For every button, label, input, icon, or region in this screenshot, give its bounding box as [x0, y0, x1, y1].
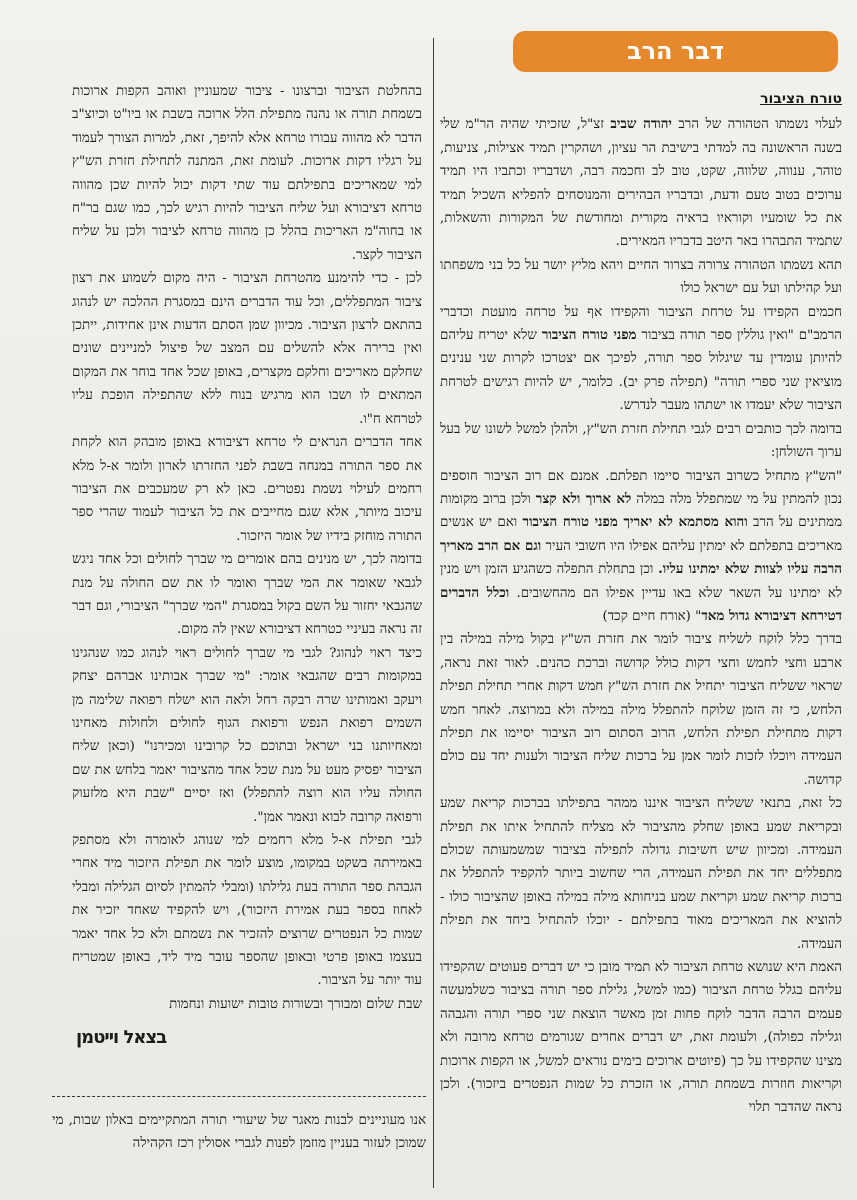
quote-paragraph: "הש"ץ מתחיל כשרוב הציבור סיימו תפלתם. אמנם אם רוב הציבור חוספים נכון להמתין על מי שמתפלל מלה במלה לא ארוך ולא קצר ולכן ברוב מקומות ממתינים על הרב והוא מסתמא לא יאריך מפני טורח הציבור ואם יש אנשים מאריכים בתפלתם לא ימתין עליהם אפילו היו חשובי העיר וגם אם הרב מאריך הרבה עליו לצוות שלא ימתינו עליו. וכן בתחלת התפלה כשהגיע הזמן ויש מנין לא ימתינו על השאר שלא באו עדיין אפילו הם מהחשובים. וכלל הדברים דטירחא דציבורא גדול מאד" (אורח חיים קכד): [440, 468, 843, 624]
paragraph: בדומה לכך כותבים רבים לגבי תחילת חזרת הש"ץ, ולהלן למשל לשונו של בעל ערוך השולחן:: [440, 421, 842, 461]
left-column: [72, 80, 422, 1050]
paragraph: אחד הדברים הנראים לי טרחא דציבורא באופן מובהק הוא לקחת את ספר התורה במנחה בשבת לפני החזרתו לארון ולומר א-ל מלא רחמים לעילוי נשמת נפטרים. כאן לא רק שמעכבים את הציבור עיכוב מיותר, אלא שגם מחייבים את כל הציבור לעמוד שהרי ספר התורה מוחזק בידיו של אומר היזכור.: [72, 435, 422, 544]
right-column: [440, 88, 842, 1120]
paragraph: בדרך כלל לוקח לשליח ציבור לומר את חזרת הש"ץ בקול מילה במילה בין ארבע וחצי לחמש וחצי דקות כולל קדושה וברכת כהנים. לאור זאת נראה, שראוי ששליח הציבור יתחיל את חזרת הש"ץ חמש דקות אחרי תחילת תפילת הלחש, כי זה הזמן שלוקח להתפלל מילה במילה ולא במרוצה. לאחר חמש דקות מתחילת תפילת הלחש, הרוב הסתום רוב הציבור יסיימו את תפילת העמידה ויוכלו לזכות לומר אמן על ברכות שליח הציבור ולענות יחד עם כולם קדושה.: [440, 632, 842, 788]
article-subtitle: טורח הציבור: [760, 91, 842, 107]
column-divider: [433, 38, 434, 1188]
section-title-badge: דבר הרב: [513, 31, 838, 72]
author-signature: בצאל וייטמן: [76, 1027, 167, 1049]
paragraph: כיצד ראוי לנהוג? לגבי מי שברך לחולים ראוי לנהוג כמו שנהגינו במקומות רבים שהגבאי אומר: "מי שברך אבותינו אברהם יצחק ויעקב ואמותינו שרה רבקה רחל ולאה הוא ישלח רפואה שלימה מן השמים רפואת הנפש ורפואת הגוף לחולים ולחולות מאחינו ומאחיותנו בני ישראל ובתוכם כל קרובינו ומכירנו" (וכאן שליח הציבור יפסיק מעט על מנת שכל אחד מהציבור יאמר בלחש את שם החולה עליו הוא רוצה להתפלל) ואז יסיים "שבת היא מלזעוק ורפואה קרובה לבוא ונאמר אמן".: [72, 645, 422, 825]
paragraph: בדומה לכך, יש מנינים בהם אומרים מי שברך לחולים וכל אחד ניגש לגבאי שאומר את המי שברך ואומר לו את שם החולה על מנת שהגבאי יחזור על השם בקול במסגרת "המי שברך" הציבורי, וגם דבר זה נראה בעיניי כטרחא דציבורא שאין לה מקום.: [72, 552, 422, 638]
paragraph: לגבי תפילת א-ל מלא רחמים למי שנוהג לאומרה ולא מסתפק באמירתה בשקט במקומו, מוצע לומר את תפילת היזכור מיד אחרי הגבהת ספר התורה בעת גלילתו (ומבלי להמתין לסיום הגלילה ומבלי לאחוז בספר בעת אמירת היזכור), ויש להקפיד שאחד יזכיר את שמות כל הנפטרים שרוצים להזכיר את נשמתם ולא כל אחד יאמר בעצמו באופן פרטי ובאופן שהספר עובר מיד ליד, באופן שמטריח עוד יותר על הציבור.: [72, 833, 422, 989]
closing-line: שבת שלום ומבורך ובשורות טובות ישועות ונחמות: [169, 996, 422, 1012]
paragraph: חכמים הקפידו על טרחת הציבור והקפידו אף על טרחה מועטת וכדברי הרמב"ם "ואין גוללין ספר תורה בציבור מפני טורח הציבור שלא יטריח עליהם להיותן עומדין עד שיגלול ספר תורה, לפיכך אם יצטרכו לקרות שני ענינים מוציאין שני ספרי תורה" (תפילה פרק יב). כלומר, יש להיות רגישים לטרחת הציבור שלא יעמדו או ישתהו מעבר לנדרש.: [440, 304, 842, 414]
paragraph: בהחלטת הציבור וברצונו - ציבור שמעוניין ואוהב הקפות ארוכות בשמחת תורה או נהנה מתפילת הלל ארוכה בשבת או ביו"ט וכיוצ"ב הדבר לא מהווה עבורו טרחא אלא להיפך, זאת, למרות הצורך לעמוד על רגליו דקות ארוכות. לעומת זאת, המתנה לתחילת חזרת הש"ץ למי שמאריכים בתפילתם עוד שתי דקות יכול להיות שכן מהווה טרחא דציבורא ועל שליח הציבור להיות רגיש לכך, כמו שגם בר"ח או בחוה"מ האריכות בהלל כן מהווה טרחא לציבור ולכן על שליח הציבור לקצר.: [72, 84, 422, 263]
paragraph: כל זאת, בתנאי ששליח הציבור איננו ממהר בתפילתו בברכות קריאת שמע ובקריאת שמע באופן שחלק מהציבור לא מצליח להתחיל איתו את תפילת העמידה. ומכיוון שיש חשיבות גדולה לתפילה בציבור שמשמעותה שכולם מתפללים יחד את תפילת העמידה, הרי שחשוב ביותר להקפיד להתפלל את ברכות קריאת שמע וקריאת שמע בניחותא מילה במילה באופן שהציבור כולו - להוציא את המאריכים מאוד בתפילתם - יוכלו להתחיל ביחד את תפילת העמידה.: [440, 796, 842, 952]
paragraph: לעלוי נשמתו הטהורה של הרב יהודה שביב זצ"ל, שזכיתי שהיה הר"מ שלי בשנה הראשונה בה למדתי בישיבת הר עציון, ושהקרין תמיד אצילות, צניעות, טוהר, ענווה, שלווה, שקט, טוב לב וחכמה רבה, ושדבריו וכתביו היו תמיד ערוכים בטוב טעם ודעת, ובדבריו הבהירים והמנוסחים להפליא השכיל תמיד את כל שומעיו וקוראיו בראיה מקורית ומחודשת של המקורות והשאלות, שתמיד התבהרו באר היטב בדבריו המאירים.: [440, 116, 843, 250]
community-notice: אנו מעוניינים לבנות מאגר של שיעורי תורה המתקיימים באלון שבות, מי שמוכן לעזור בעניין מוזמן לפנות לגברי אסולין רכז הקהילה: [52, 1096, 426, 1156]
paragraph: תהא נשמתו הטהורה צרורה בצרור החיים ויהא מליץ יושר על כל בני משפחתו ועל קהילתו ועל עם ישראל כולו: [440, 257, 842, 297]
paragraph: לכן - כדי להימנע מהטרחת הציבור - היה מקום לשמוע את רצון ציבור המתפללים, וכל עוד הדברים הינם במסגרת ההלכה יש לנהוג בהתאם לרצון הציבור. מכיוון שמן הסתם הדעות אינן אחידות, ייתכן ואין ברירה אלא להשלים עם המצב של פיצול למניינים שונים שחלקם מאריכים וחלקם מקצרים, באופן שכל אחד בוחר את המקום המתאים לו ושבו הוא מרגיש בנוח ללא שהתפילה הופכת עליו לטרחא ח"ו.: [72, 271, 422, 427]
paragraph: האמת היא שנושא טרחת הציבור לא תמיד מובן כי יש דברים פעוטים שהקפידו עליהם בגלל טרחת הציבור (כמו למשל, גלילת ספר תורה בציבור כשלמעשה פעמים הרבה הדבר לוקח פחות זמן מאשר הוצאת שני ספרי תורה והגבהה וגלילה כפולה), ולעומת זאת, יש דברים אחרים שגורמים טרחא מרובה ולא מצינו שהקפידו על כך (פיוטים ארוכים בימים נוראים למשל, או הקפות ארוכות וקריאות חוזרות בשמחת תורה, או הזכרת כל שמות הנפטרים ביזכור). ולכן נראה שהדבר תלוי: [440, 960, 842, 1116]
